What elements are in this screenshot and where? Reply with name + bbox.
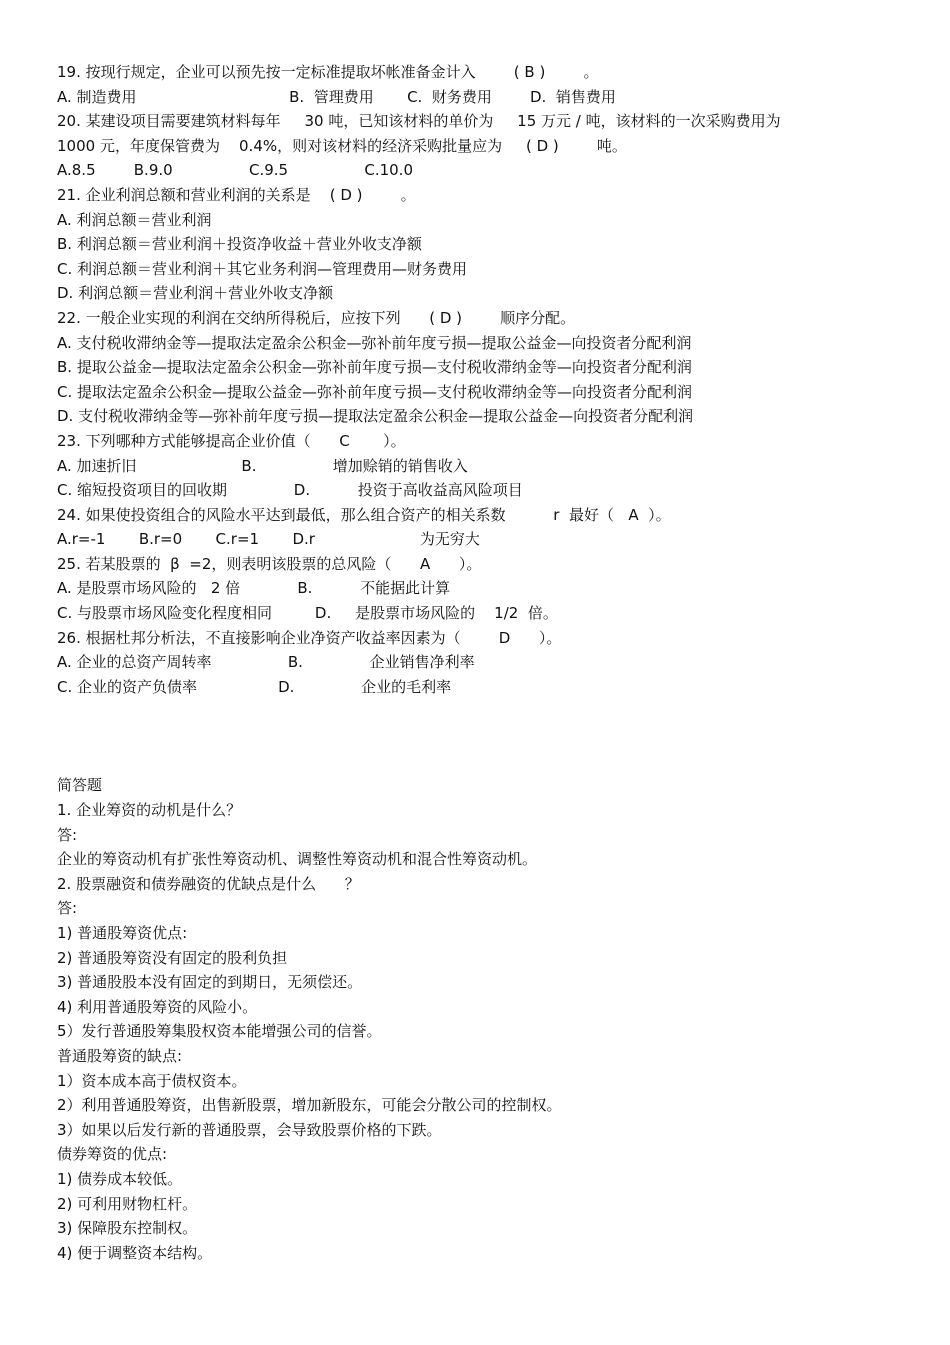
option-b: B. 提取公益金—提取法定盈余公积金—弥补前年度亏损—支付税收滞纳金等—向投资者分配利润: [57, 358, 692, 377]
option-c: C. 提取法定盈余公积金—提取公益金—弥补前年度亏损—支付税收滞纳金等—向投资者分配利润: [57, 382, 693, 401]
question-stem: 26. 根据杜邦分析法，不直接影响企业净资产收益率因素为（ D ）。: [57, 628, 562, 647]
question-options: A.8.5 B.9.0 C.9.5 C.10.0: [57, 161, 413, 180]
option-c: C. 利润总额＝营业利润＋其它业务利润—管理费用—财务费用: [57, 259, 468, 278]
question-options: A. 加速折旧 B. 增加赊销的销售收入: [57, 456, 468, 475]
document-page: [57, 60, 917, 1265]
question-options: C. 与股票市场风险变化程度相同 D. 是股票市场风险的 1/2 倍。: [57, 604, 558, 623]
question-stem: 22. 一般企业实现的利润在交纳所得税后，应按下列 ( D ) 顺序分配。: [57, 308, 576, 327]
question-26: [57, 626, 917, 700]
short-answer-section: [57, 773, 917, 1265]
question-stem: 23. 下列哪种方式能够提高企业价值（ C ）。: [57, 431, 406, 450]
question-stem-continued: 1000 元，年度保管费为 0.4%，则对该材料的经济采购批量应为 ( D ) 吨。: [57, 136, 627, 155]
answer-text: 2) 可利用财物杠杆。: [57, 1194, 198, 1213]
question-21: [57, 183, 917, 306]
answer-text: 1) 债券成本较低。: [57, 1169, 183, 1188]
question-stem: 25. 若某股票的 β =2，则表明该股票的总风险（ A ）。: [57, 554, 482, 573]
question-options: A.r=-1 B.r=0 C.r=1 D.r 为无穷大: [57, 530, 480, 549]
answer-text: 1）资本成本高于债权资本。: [57, 1071, 247, 1090]
question-25: [57, 552, 917, 626]
answer-subheading: 债券筹资的优点:: [57, 1145, 168, 1164]
question-24: [57, 503, 917, 552]
question-stem: 24. 如果使投资组合的风险水平达到最低，那么组合资产的相关系数 r 最好（ A ）。: [57, 505, 671, 524]
question-stem: 20. 某建设项目需要建筑材料每年 30 吨，已知该材料的单价为 15 万元 / 吨，该材料的一次采购费用为: [57, 112, 781, 131]
answer-text: 2) 普通股筹资没有固定的股利负担: [57, 948, 288, 967]
section-heading: 简答题: [57, 776, 103, 795]
answer-text: 企业的筹资动机有扩张性筹资动机、调整性筹资动机和混合性筹资动机。: [57, 850, 538, 869]
answer-text: 1) 普通股筹资优点:: [57, 924, 188, 942]
section-spacer: [57, 699, 917, 773]
answer-text: 3）如果以后发行新的普通股票，会导致股票价格的下跌。: [57, 1120, 442, 1139]
question-stem: 21. 企业利润总额和营业利润的关系是 ( D ) 。: [57, 185, 416, 204]
question-22: [57, 306, 917, 429]
answer-text: 4) 便于调整资本结构。: [57, 1243, 213, 1262]
question-19: [57, 60, 917, 109]
answer-subheading: 普通股筹资的缺点:: [57, 1046, 183, 1065]
question-options: C. 企业的资产负债率 D. 企业的毛利率: [57, 677, 452, 696]
answer-text: 5）发行普通股筹集股权资本能增强公司的信誉。: [57, 1022, 382, 1041]
sa-question-2: 2. 股票融资和债券融资的优缺点是什么 ？: [57, 874, 360, 893]
sa-question-1: 1. 企业筹资的动机是什么？: [57, 801, 242, 820]
question-stem: 19. 按现行规定，企业可以预先按一定标准提取坏帐准备金计入 ( B ) 。: [57, 63, 599, 81]
question-23: [57, 429, 917, 503]
option-b: B. 利润总额＝营业利润＋投资净收益＋营业外收支净额: [57, 235, 422, 254]
question-20: [57, 109, 917, 183]
question-options: A. 企业的总资产周转率 B. 企业销售净利率: [57, 653, 475, 672]
option-d: D. 利润总额＝营业利润＋营业外收支净额: [57, 284, 334, 303]
option-d: D. 支付税收滞纳金等—弥补前年度亏损—提取法定盈余公积金—提取公益金—向投资者分配利润: [57, 407, 694, 426]
answer-text: 3) 普通股股本没有固定的到期日，无须偿还。: [57, 973, 363, 992]
answer-text: 3) 保障股东控制权。: [57, 1219, 198, 1238]
answer-label: 答:: [57, 899, 78, 918]
question-options: A. 制造费用 B. 管理费用 C. 财务费用 D. 销售费用: [57, 87, 616, 106]
question-options: A. 是股票市场风险的 2 倍 B. 不能据此计算: [57, 579, 451, 598]
answer-text: 4) 利用普通股筹资的风险小。: [57, 997, 258, 1016]
question-options: C. 缩短投资项目的回收期 D. 投资于高收益高风险项目: [57, 481, 523, 500]
option-a: A. 支付税收滞纳金等—提取法定盈余公积金—弥补前年度亏损—提取公益金—向投资者分配利润: [57, 333, 692, 352]
answer-text: 2）利用普通股筹资，出售新股票，增加新股东，可能会分散公司的控制权。: [57, 1096, 562, 1115]
option-a: A. 利润总额＝营业利润: [57, 210, 212, 229]
answer-label: 答:: [57, 825, 78, 844]
